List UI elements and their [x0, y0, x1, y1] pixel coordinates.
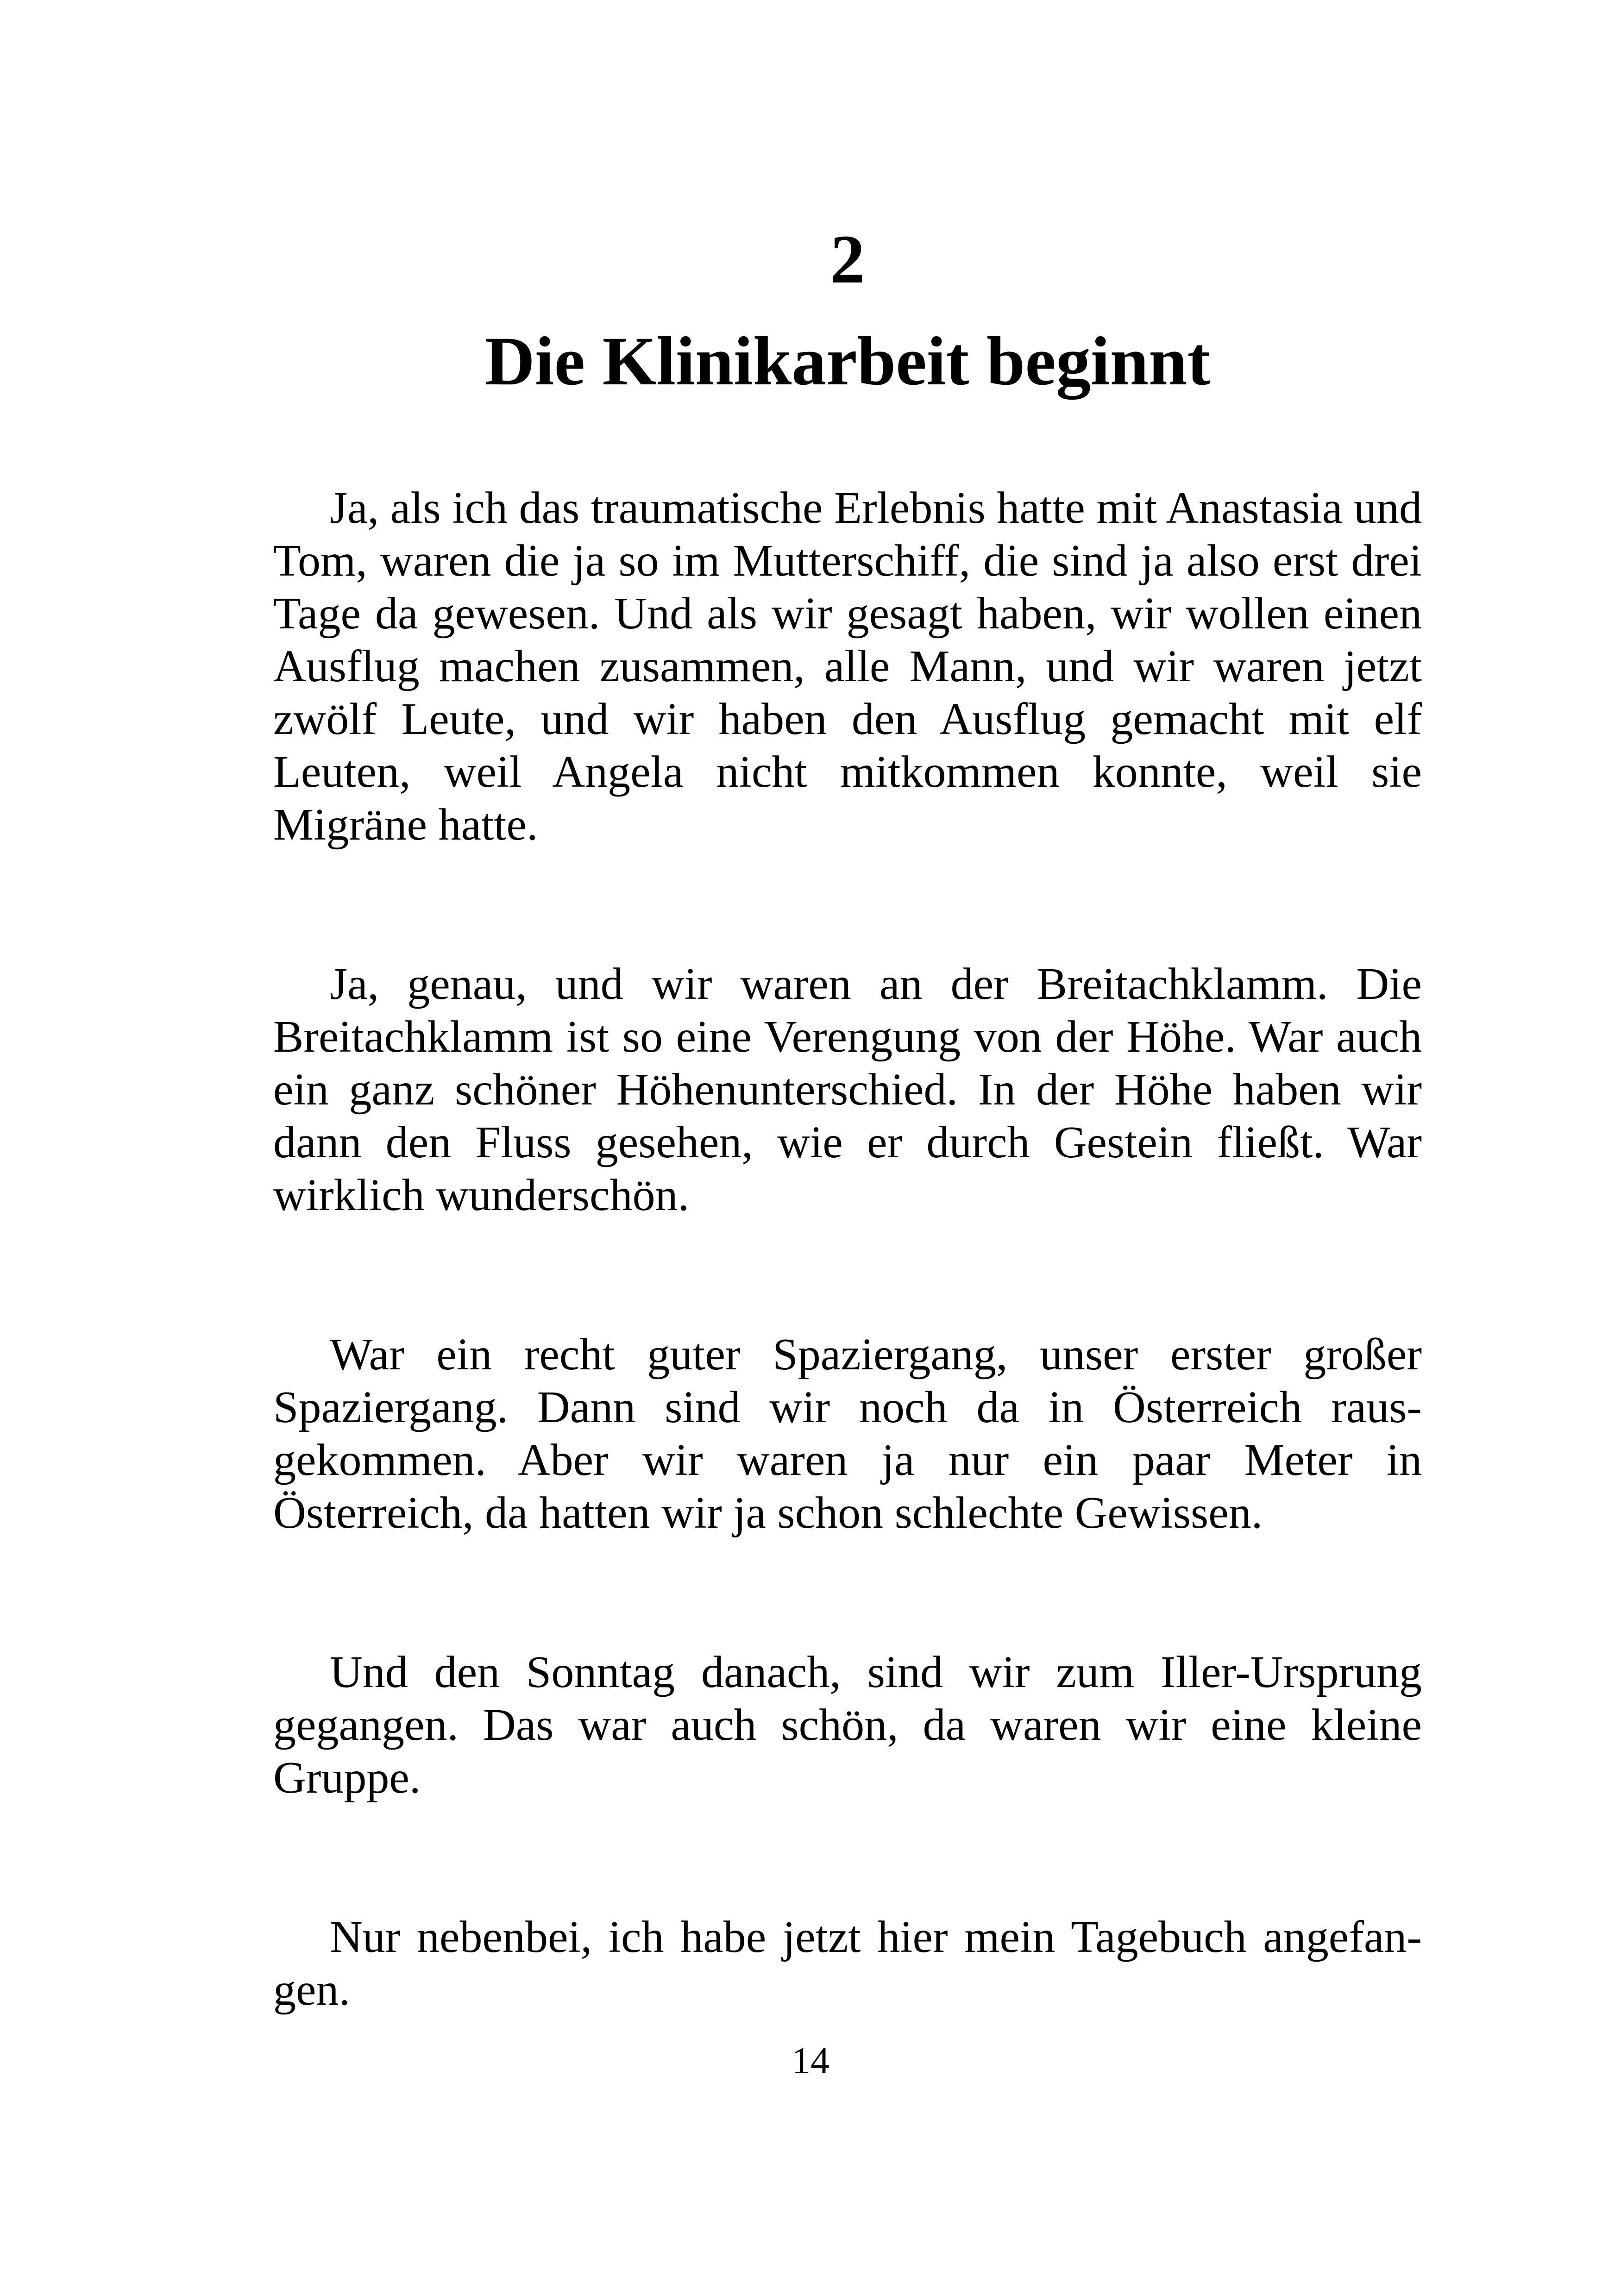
paragraph-gap	[273, 1222, 1422, 1328]
body-text	[273, 482, 1422, 2016]
paragraph-2: Ja, genau, und wir waren an der Breitachklamm. Die Breitachklamm ist so eine Verengung von der Höhe. War auch ein ganz schöner Höhenunterschied. In der Höhe haben wir dann den Fluss gesehen, wie er durch Gestein fließt. War wirklich wunderschön.	[273, 959, 1422, 1220]
page-number: 14	[792, 2039, 829, 2082]
paragraph-4: Und den Sonntag danach, sind wir zum Iller-Ursprung gegangen. Das war auch schön, da waren wir eine kleine Gruppe.	[273, 1647, 1422, 1803]
paragraph-3: War ein recht guter Spaziergang, unser erster großer Spaziergang. Dann sind wir noch da in Österreich raus-gekommen. Aber wir waren ja nur ein paar Meter in Österreich, da hatten wir ja schon schlechte Gewissen.	[273, 1330, 1422, 1538]
paragraph-gap	[273, 1804, 1422, 1911]
paragraph-1: Ja, als ich das traumatische Erlebnis hatte mit Anastasia und Tom, waren die ja so im Mutterschiff, die sind ja also erst drei Tage da gewesen. Und als wir gesagt haben, wir wollen einen Ausflug machen zusammen, alle Mann, und wir waren jetzt zwölf Leute, und wir haben den Ausflug gemacht mit elf Leuten, weil Angela nicht mitkommen konnte, weil sie Migräne hatte.	[273, 483, 1422, 850]
paragraph-gap	[273, 851, 1422, 958]
chapter-number: 2	[830, 221, 865, 298]
paragraph-5: Nur nebenbei, ich habe jetzt hier mein Tagebuch angefan-gen.	[273, 1912, 1422, 2015]
chapter-title: Die Klinikarbeit beginnt	[484, 323, 1211, 400]
paragraph-gap	[273, 1539, 1422, 1646]
